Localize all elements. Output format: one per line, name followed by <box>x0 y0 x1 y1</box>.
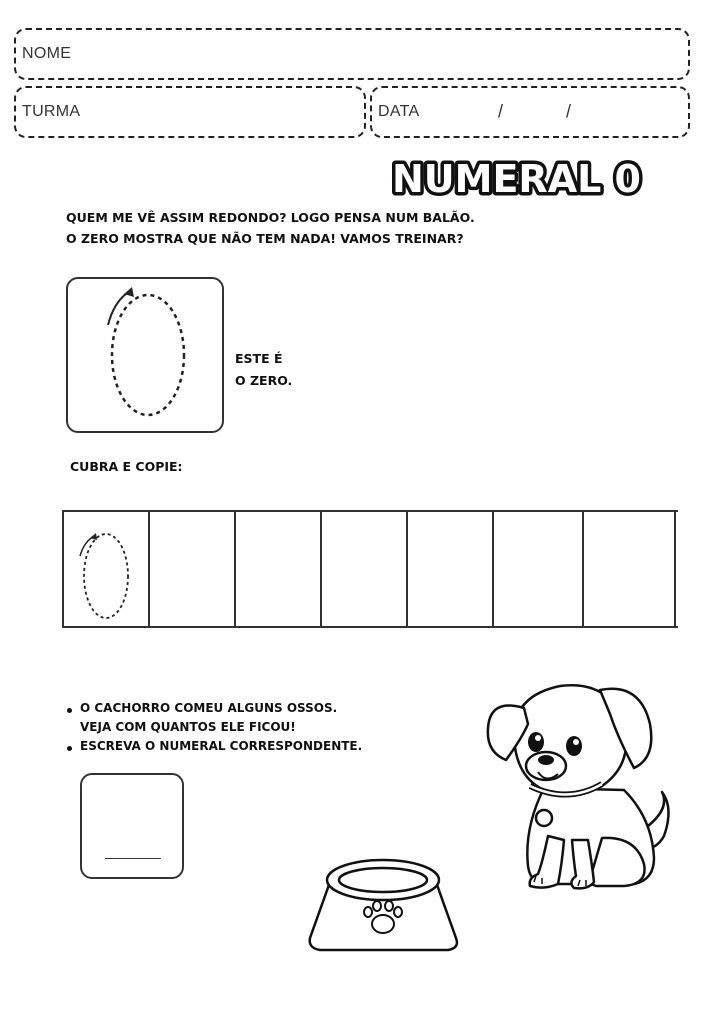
bullet-2 <box>67 746 72 751</box>
date-label: DATA <box>378 103 420 120</box>
trace-grid <box>62 510 678 628</box>
trace-heading: CUBRA E COPIE: <box>70 459 183 474</box>
name-field[interactable] <box>14 28 690 80</box>
bullet-1 <box>67 708 72 713</box>
dog-icon <box>484 668 680 904</box>
trace-cell-7[interactable] <box>584 512 676 626</box>
model-caption-line-1: ESTE É <box>235 351 283 366</box>
class-label: TURMA <box>22 103 81 120</box>
dotted-zero-small-icon <box>64 512 148 626</box>
trace-cell-6[interactable] <box>494 512 584 626</box>
model-caption-line-2: O ZERO. <box>235 373 293 388</box>
intro-line-2: O ZERO MOSTRA QUE NÃO TEM NADA! VAMOS TREINAR? <box>66 231 464 246</box>
trace-cell-5[interactable] <box>408 512 494 626</box>
name-label: NOME <box>22 45 72 62</box>
trace-cell-1[interactable] <box>64 512 150 626</box>
task-bullet-1-line-2: VEJA COM QUANTOS ELE FICOU! <box>80 720 296 734</box>
class-field[interactable] <box>14 86 366 138</box>
page-title-text: NUMERAL 0 <box>392 157 641 201</box>
answer-line <box>105 858 161 859</box>
date-separator-2: / <box>566 101 572 122</box>
model-zero-box <box>66 277 224 433</box>
empty-bowl-icon <box>302 852 464 956</box>
answer-box[interactable] <box>80 773 184 879</box>
page-title <box>388 148 688 204</box>
task-bullet-2: ESCREVA O NUMERAL CORRESPONDENTE. <box>80 739 363 753</box>
date-separator-1: / <box>498 101 504 122</box>
task-bullet-1-line-1: O CACHORRO COMEU ALGUNS OSSOS. <box>80 701 338 715</box>
intro-line-1: QUEM ME VÊ ASSIM REDONDO? LOGO PENSA NUM BALÃO. <box>66 210 475 225</box>
trace-cell-3[interactable] <box>236 512 322 626</box>
date-field[interactable] <box>370 86 690 138</box>
dotted-zero-icon <box>68 279 222 431</box>
trace-cell-2[interactable] <box>150 512 236 626</box>
trace-cell-4[interactable] <box>322 512 408 626</box>
